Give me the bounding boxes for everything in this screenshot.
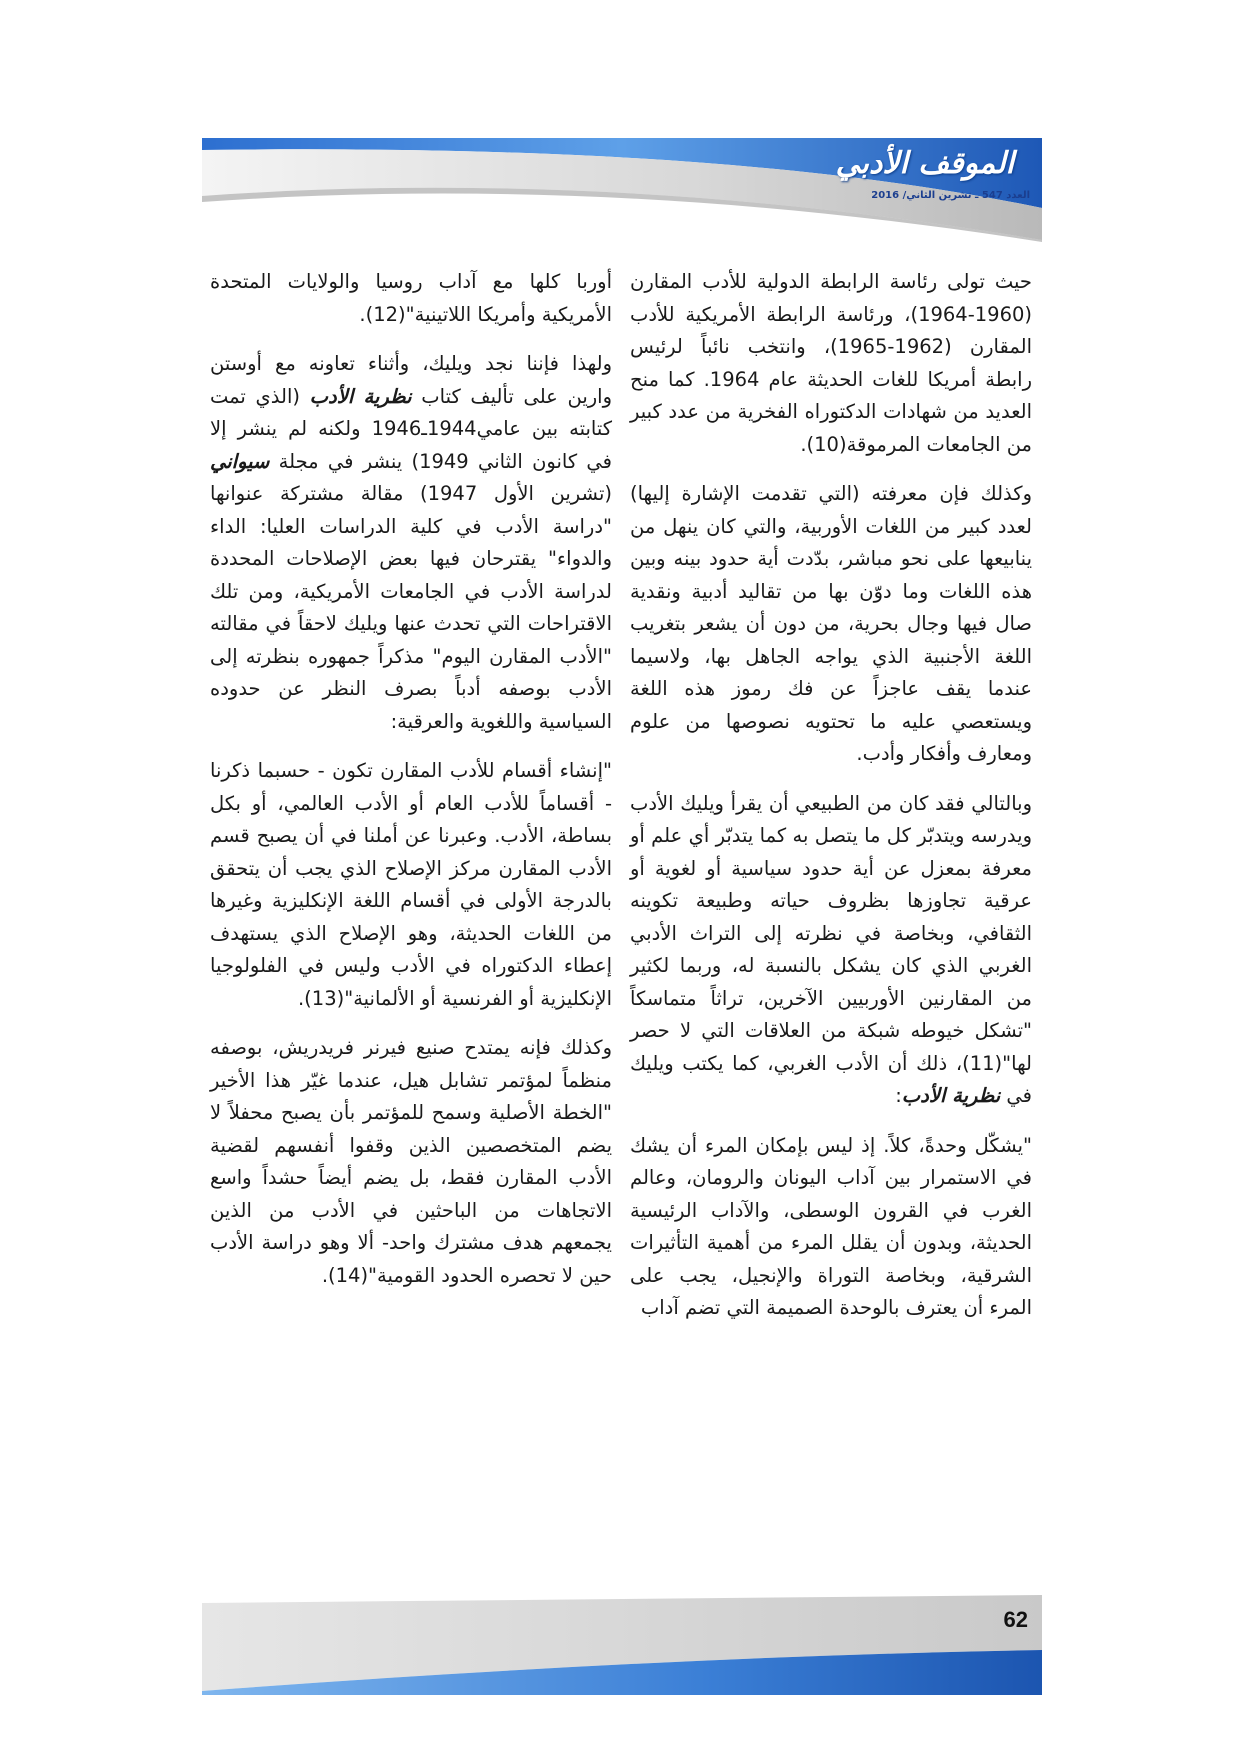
paragraph: وكذلك فإن معرفته (التي تقدمت الإشارة إليها) لعدد كبير من اللغات الأوربية، والتي كان ينهل من ينابيعها على نحو مباشر، بدّدت أية حدود بينه وبين هذه اللغات وما دوّن بها من تقاليد أدبية ونقدية صال فيها وجال بحرية، من دون أن يشعر بتغريب اللغة الأجنبية الذي يواجه الجاهل بها، ولاسيما عندما يقف عاجزاً عن فك رموز هذه اللغة ويستعصي عليه ما تحتويه نصوصها من علوم ومعارف وأفكار وأدب. xyxy=(630,482,1032,765)
paragraph-text: ولهذا فإننا نجد ويليك، وأثناء تعاونه مع أوستن وارين على تأليف كتاب xyxy=(210,352,613,408)
paragraph-text: وبالتالي فقد كان من الطبيعي أن يقرأ ويليك الأدب ويدرسه ويتدبّر كل ما يتصل به كما يتدبّر أي علم أو معرفة بمعزل عن أية حدود سياسية أو لغوية أو عرقية تجاوزها بظروف حياته وطبيعة تكوينه الثقافي، وبخاصة في نظرته إلى التراث الأدبي الغربي الذي كان يشكل بالنسبة له، وربما لكثير من المقارنين الأوربيين الآخرين، تراثاً متماسكاً "تشكل خيوطه شبكة من العلاقات التي لا حصر لها"(11)، ذلك أن الأدب الغربي، كما يكتب ويليك في xyxy=(630,791,1032,1107)
magazine-title: الموقف الأدبي xyxy=(835,146,1014,181)
issue-line: العدد 547 ـ تشرين الثاني/ 2016 xyxy=(871,190,1030,201)
quote-paragraph: "يشكّل وحدةً، كلاً. إذ ليس بإمكان المرء أن يشك في الاستمرار بين آداب اليونان والرومان، وعالم الغرب في القرون الوسطى، والآداب الرئيسية الحديثة، وبدون أن يقلل المرء من أهمية التأثيرات الشرقية، وبخاصة التوراة والإنجيل، يجب على المرء أن يعترف بالوحدة الصميمة التي تضم آداب xyxy=(630,1133,1032,1319)
quote-paragraph: "إنشاء أقسام للأدب المقارن تكون - حسبما ذكرنا - أقساماً للأدب العام أو الأدب العالمي، أو بكل بساطة، الأدب. وعبرنا عن أملنا في أن يصبح قسم الأدب المقارن مركز الإصلاح الذي يجب أن يتحقق بالدرجة الأولى في أقسام اللغة الإنكليزية وغيرها من اللغات الحديثة، وهو الإصلاح الذي يستهدف إعطاء الدكتوراه في الأدب وليس في الفلولوجيا الإنكليزية أو الفرنسية أو الألمانية"(13). xyxy=(210,759,612,1010)
footer-swoosh xyxy=(202,1595,1042,1695)
footer-band xyxy=(202,1595,1042,1695)
book-title: نظرية الأدب xyxy=(309,384,412,408)
paragraph-text: (الذي تمت كتابته بين عامي1944ـ1946 ولكنه لم ينشر إلا في كانون الثاني 1949) ينشر في مجلة xyxy=(210,384,612,473)
header-band xyxy=(202,138,1042,243)
right-column xyxy=(630,266,1032,1342)
paragraph-text: (تشرين الأول 1947) مقالة مشتركة عنوانها "دراسة الأدب في كلية الدراسات العليا: الداء والدواء" يقترحان فيها بعض الإصلاحات المحددة لدراسة الأدب في الجامعات الأمريكية، ومن تلك الاقتراحات التي تحدث عنها ويليك لاحقاً في مقالته "الأدب المقارن اليوم" مذكراً جمهوره بنظرته إلى الأدب بوصفه أدباً بصرف النظر عن حدوده السياسية واللغوية والعرقية: xyxy=(210,482,612,733)
page-number: 62 xyxy=(1003,1607,1028,1632)
paragraph: أوربا كلها مع آداب روسيا والولايات المتحدة الأمريكية وأمريكا اللاتينية"(12). xyxy=(210,270,612,326)
journal-title: سيواني xyxy=(210,449,270,473)
paragraph: وكذلك فإنه يمتدح صنيع فيرنر فريدريش، بوصفه منظماً لمؤتمر تشابل هيل، عندما غيّر هذا الأخير "الخطة الأصلية وسمح للمؤتمر بأن يصبح محفلاً لا يضم المتخصصين الذين وقفوا أنفسهم لقضية الأدب المقارن فقط، بل يضم أيضاً حشداً واسع الاتجاهات من الباحثين في الأدب من الذين يجمعهم هدف مشترك واحد- ألا وهو دراسة الأدب حين لا تحصره الحدود القومية"(14). xyxy=(210,1036,612,1287)
paragraph xyxy=(630,788,1032,1113)
book-title: نظرية الأدب xyxy=(901,1084,1001,1107)
left-column xyxy=(210,266,612,1309)
paragraph xyxy=(210,348,612,738)
paragraph-text: : xyxy=(895,1084,902,1107)
paragraph: حيث تولى رئاسة الرابطة الدولية للأدب المقارن (1960-1964)، ورئاسة الرابطة الأمريكية للأدب المقارن (1962-1965)، وانتخب نائباً لرئيس رابطة أمريكا للغات الحديثة عام 1964. كما منح العديد من شهادات الدكتوراه الفخرية من عدد كبير من الجامعات المرموقة(10). xyxy=(630,270,1032,456)
